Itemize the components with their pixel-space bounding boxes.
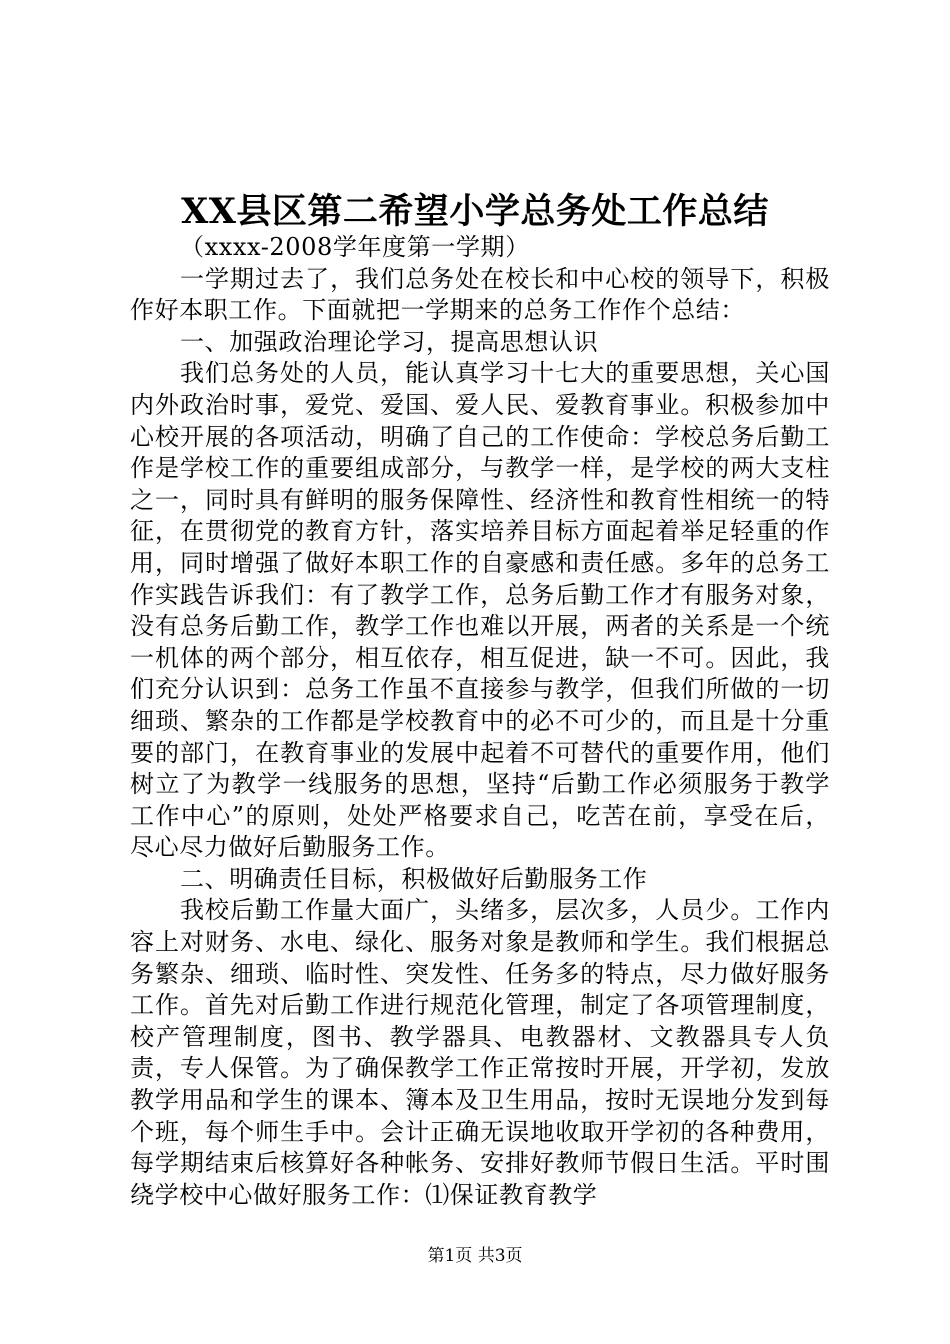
document-body [130,232,830,1211]
section-1-paragraph: 我们总务处的人员，能认真学习十七大的重要思想，关心国内外政治时事，爱党、爱国、爱人民、爱教育事业。积极参加中心校开展的各项活动，明确了自己的工作使命：学校总务后勤工作是学校工作的重要组成部分，与教学一样，是学校的两大支柱之一，同时具有鲜明的服务保障性、经济性和教育性相统一的特征，在贯彻党的教育方针，落实培养目标方面起着举足轻重的作用，同时增强了做好本职工作的自豪感和责任感。多年的总务工作实践告诉我们：有了教学工作，总务后勤工作才有服务对象，没有总务后勤工作，教学工作也难以开展，两者的关系是一个统一机体的两个部分，相互依存，相互促进，缺一不可。因此，我们充分认识到：总务工作虽不直接参与教学，但我们所做的一切细琐、繁杂的工作都是学校教育中的必不可少的，而且是十分重要的部门，在教育事业的发展中起着不可替代的重要作用，他们树立了为教学一线服务的思想，坚持“后勤工作必须服务于教学工作中心”的原则，处处严格要求自己，吃苦在前，享受在后，尽心尽力做好后勤服务工作。 [130,359,830,862]
section-heading-2: 二、明确责任目标，积极做好后勤服务工作 [180,864,648,893]
intro-paragraph: 一学期过去了，我们总务处在校长和中心校的领导下，积极作好本职工作。下面就把一学期来的总务工作作个总结： [130,264,830,325]
page-number: 第1页 共3页 [427,1246,523,1266]
semester-subtitle: （xxxx-2008学年度第一学期） [180,233,530,261]
document-title: XX县区第二希望小学总务处工作总结 [181,191,769,232]
section-2-paragraph: 我校后勤工作量大面广，头绪多，层次多，人员少。工作内容上对财务、水电、绿化、服务对象是教师和学生。我们根据总务繁杂、细琐、临时性、突发性、任务多的特点，尽力做好服务工作。首先对后勤工作进行规范化管理，制定了各项管理制度，校产管理制度，图书、教学器具、电教器材、文教器具专人负责，专人保管。为了确保教学工作正常按时开展，开学初，发放教学用品和学生的课本、簿本及卫生用品，按时无误地分发到每个班，每个师生手中。会计正确无误地收取开学初的各种费用，每学期结束后核算好各种帐务、安排好教师节假日生活。平时围绕学校中心做好服务工作：⑴保证教育教学 [130,896,830,1209]
section-heading-1: 一、加强政治理论学习，提高思想认识 [180,327,599,356]
